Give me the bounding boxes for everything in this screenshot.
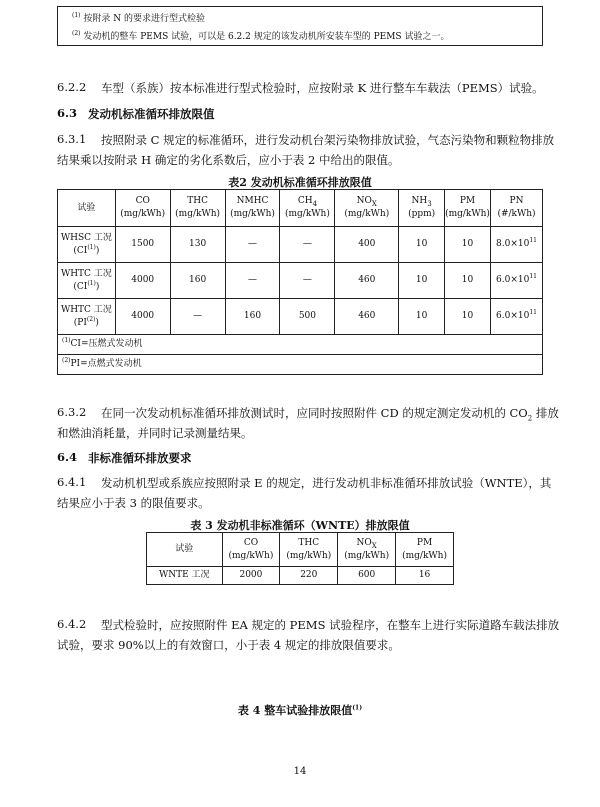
header-cell: PM (mg/kWh) (445, 190, 491, 227)
header-cell: CO (mg/kWh) (222, 533, 280, 567)
row-label: WHTC 工况 (CI$^{(1)}$) (58, 263, 116, 299)
table-cell: 460 (335, 299, 399, 335)
table-cell: $8.0\times 10^{11}$ (491, 227, 543, 263)
table-cell: 16 (396, 567, 454, 585)
clause-number: 6.4.2 (57, 617, 87, 631)
table-cell: 10 (399, 299, 445, 335)
table-row (147, 567, 454, 585)
clause-text-line-1: 按照附录 C 规定的标准循环，进行发动机台架污染物排放试验，气态污染物和颗粒物排放 (101, 133, 555, 147)
table-cell: 10 (445, 299, 491, 335)
clause-number: 6.3.1 (57, 132, 87, 146)
table-cell: — (225, 227, 280, 263)
table-cell: 130 (170, 227, 225, 263)
header-cell: PN (#/kWh) (491, 190, 543, 227)
clause-text-line-2: 试验，要求 90%以上的有效窗口，小于表 4 规定的排放限值要求。 (57, 638, 400, 652)
table-cell: 10 (445, 227, 491, 263)
table-note-row (58, 355, 543, 375)
footnote-text: 发动机的整车 PEMS 试验，可以是 6.2.2 规定的该发动机所安装车型的 PEMS 试验之一。 (83, 32, 450, 42)
table-cell: 460 (335, 263, 399, 299)
table-cell: 160 (225, 299, 280, 335)
table-cell: 4000 (115, 263, 170, 299)
table-cell: 160 (170, 263, 225, 299)
table-row (58, 263, 543, 299)
footnote-mark: (1) (72, 12, 81, 19)
header-cell: $NO_X$ (mg/kWh) (338, 533, 396, 567)
table-cell: 1500 (115, 227, 170, 263)
footnote-line-1 (72, 11, 205, 24)
row-label: WHTC 工况 (PI$^{(2)}$) (58, 299, 116, 335)
header-cell: 试验 (147, 533, 223, 567)
header-cell: 试验 (58, 190, 116, 227)
table-cell: 400 (335, 227, 399, 263)
footnote-text: 按附录 N 的要求进行型式检验 (83, 14, 205, 24)
footnote-mark: (2) (72, 30, 81, 37)
table-row (58, 299, 543, 335)
table-row (58, 227, 543, 263)
clause-text: 车型（系族）按本标准进行型式检验时，应按附录 K 进行整车车载法（PEMS）试验。 (101, 81, 544, 95)
table-cell: $6.0\times 10^{11}$ (491, 299, 543, 335)
table-cell: 600 (338, 567, 396, 585)
footnote-line-2 (72, 29, 449, 42)
clause-text-line-1: 型式检验时，应按照附件 EA 规定的 PEMS 试验程序，在整车上进行实际道路车载法排放 (101, 618, 560, 632)
table-caption: 表2 发动机标准循环排放限值 (228, 176, 372, 189)
section-title: 非标准循环排放要求 (88, 451, 192, 465)
row-label: WNTE 工况 (147, 567, 223, 585)
table-note: $^{(1)}$CI=压燃式发动机 (58, 335, 543, 355)
table-header-row (147, 533, 454, 567)
table-cell: — (280, 263, 335, 299)
clause-text-line-2: 结果乘以按附录 H 确定的劣化系数后，应小于表 2 中给出的限值。 (57, 153, 400, 167)
table-header-row (58, 190, 543, 227)
clause-number: 6.4.1 (57, 475, 87, 489)
table-cell: 4000 (115, 299, 170, 335)
header-cell: $CH_4$ (mg/kWh) (280, 190, 335, 227)
table-note-row (58, 335, 543, 355)
table-cell: $6.0\times 10^{11}$ (491, 263, 543, 299)
row-label: WHSC 工况 (CI$^{(1)}$) (58, 227, 116, 263)
table-caption: 表 4 整车试验排放限值$^{(1)}$ (237, 704, 363, 717)
table-cell: 10 (399, 263, 445, 299)
header-cell: $NO_X$ (mg/kWh) (335, 190, 399, 227)
table-cell: — (225, 263, 280, 299)
emission-limits-table (57, 189, 543, 375)
wnte-limits-table (146, 532, 454, 585)
header-cell: $NH_3$ (ppm) (399, 190, 445, 227)
section-number: 6.3 (57, 106, 78, 120)
clause-text-line-1: 在同一次发动机标准循环排放测试时，应同时按照附件 CD 的规定测定发动机的 $CO_2$ 排放 (101, 406, 559, 423)
table-cell: 500 (280, 299, 335, 335)
section-title: 发动机标准循环排放限值 (88, 107, 215, 121)
header-cell: PM (mg/kWh) (396, 533, 454, 567)
page-number: 14 (293, 766, 307, 777)
footnote-box (57, 6, 543, 46)
table-cell: 2000 (222, 567, 280, 585)
table-cell: 220 (280, 567, 338, 585)
section-number: 6.4 (57, 450, 78, 464)
table-caption: 表 3 发动机非标准循环（WNTE）排放限值 (190, 519, 410, 532)
table-cell: — (280, 227, 335, 263)
header-cell: NMHC (mg/kWh) (225, 190, 280, 227)
clause-text-line-2: 结果应小于表 3 的限值要求。 (57, 496, 210, 510)
table-cell: 10 (399, 227, 445, 263)
header-cell: CO (mg/kWh) (115, 190, 170, 227)
clause-text-line-1: 发动机机型或系族应按照附录 E 的规定，进行发动机非标准循环排放试验（WNTE），其 (101, 476, 552, 490)
header-cell: THC (mg/kWh) (170, 190, 225, 227)
table-note: $^{(2)}$PI=点燃式发动机 (58, 355, 543, 375)
clause-text-line-2: 和燃油消耗量，并同时记录测量结果。 (57, 426, 253, 440)
clause-number: 6.3.2 (57, 405, 87, 419)
table-cell: 10 (445, 263, 491, 299)
table-cell: — (170, 299, 225, 335)
clause-number: 6.2.2 (57, 80, 87, 94)
header-cell: THC (mg/kWh) (280, 533, 338, 567)
